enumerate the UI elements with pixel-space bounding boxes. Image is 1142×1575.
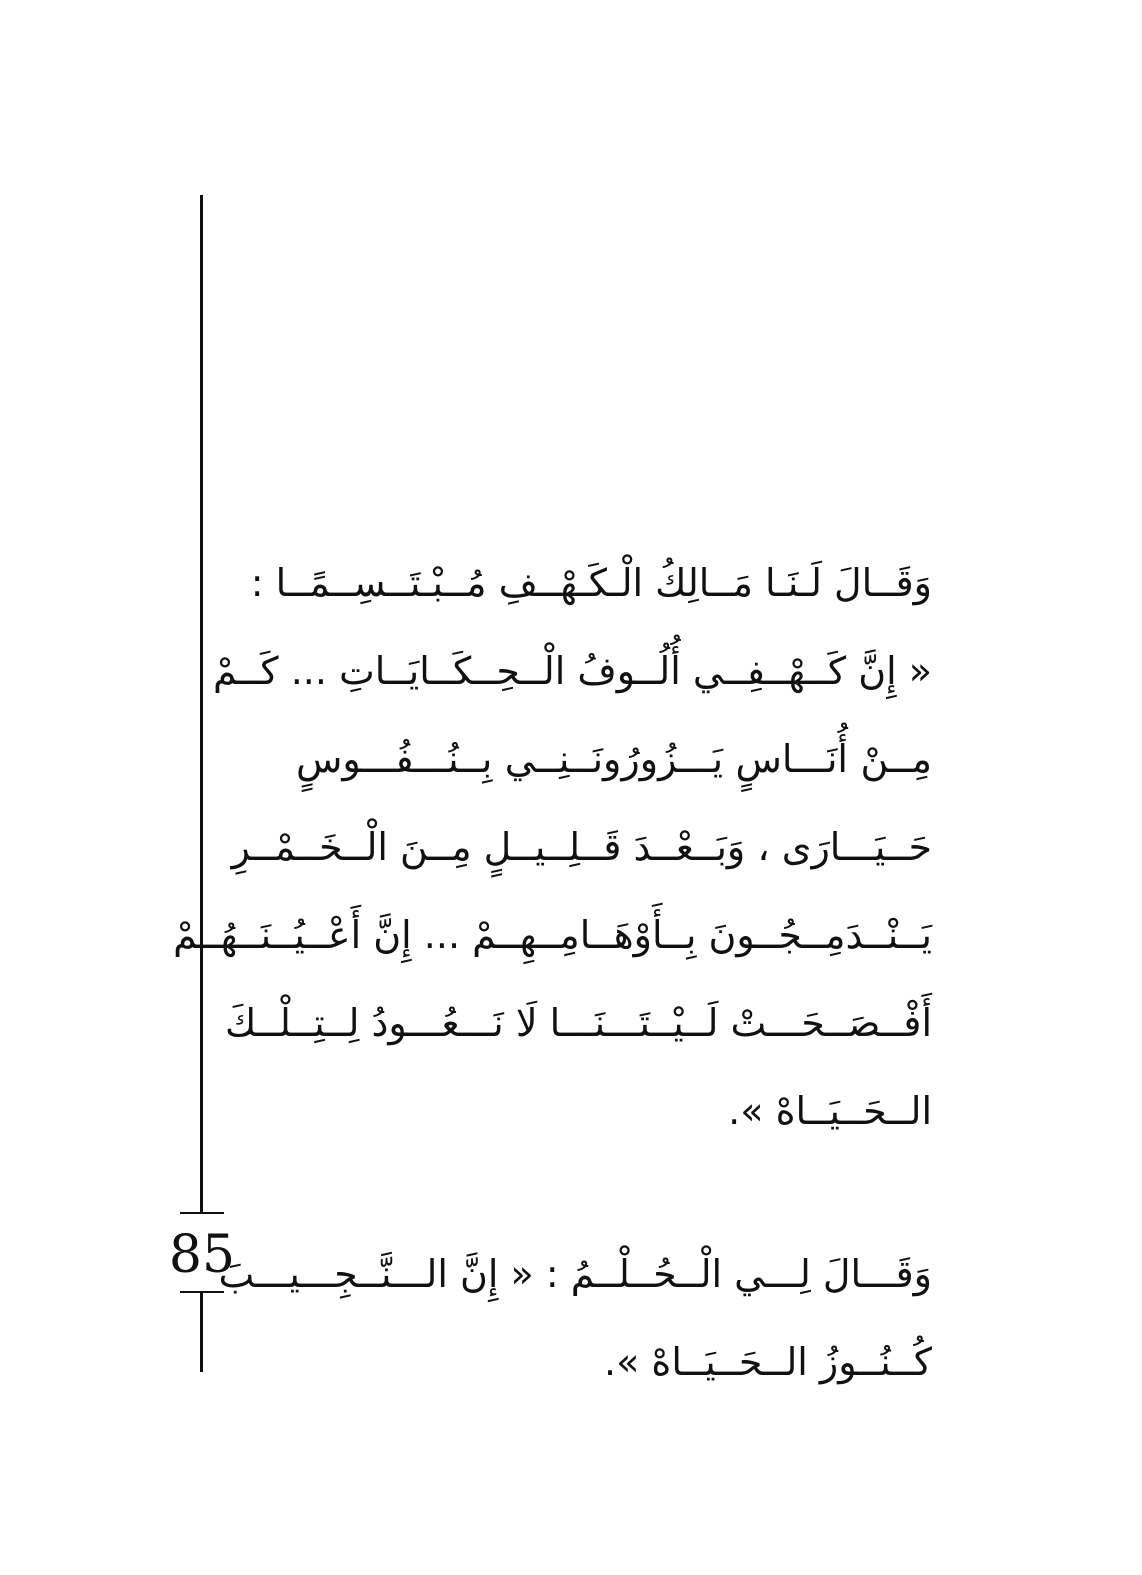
paragraph-line: الــحَــيَــاهْ ». [728,1089,932,1133]
paragraph-1 [173,555,932,1171]
paragraph-line: مِــنْ أُنَـــاسٍ يَـــزُورُونَــنِــي بِــنُـــفُـــوسٍ [296,737,932,781]
paragraph-line: يَــنْــدَمِــجُــونَ بِــأَوْهَــامِــهِــمْ ... إِنَّ أَعْــيُــنَــهُــمْ [173,913,932,957]
margin-rule-lower [200,1292,203,1372]
page-number: 85 [168,1225,236,1285]
paragraph-line: وَقَــالَ لَـنَـا مَــالِكُ الْـكَـهْــفِ مُــبْـتَــسِــمًــا : [250,561,932,605]
paragraph-line: كُــنُــوزُ الــحَــيَــاهْ ». [604,1340,932,1384]
margin-rule-upper [200,195,203,1212]
paragraph-line: أَفْــصَــحَـــتْ لَــيْــتَـــنَـــا لَا نَـــعُـــودُ لِــتِــلْــكَ [224,1001,932,1045]
paragraph-2 [218,1246,932,1422]
paragraph-line: حَــيَـــارَى ، وَبَــعْــدَ قَــلِــيــلٍ مِــنَ الْــخَــمْــرِ [231,825,932,869]
margin-rule-tick-top [180,1212,224,1214]
paragraph-line: « إِنَّ كَــهْــفِــي أُلُــوفُ الْــحِــكَــايَــاتِ ... كَــمْ [212,649,932,693]
paragraph-line: وَقَـــالَ لِـــي الْــحُــلْــمُ : « إِنَّ الـــنَّــجِـــيـــبَ [218,1252,932,1296]
